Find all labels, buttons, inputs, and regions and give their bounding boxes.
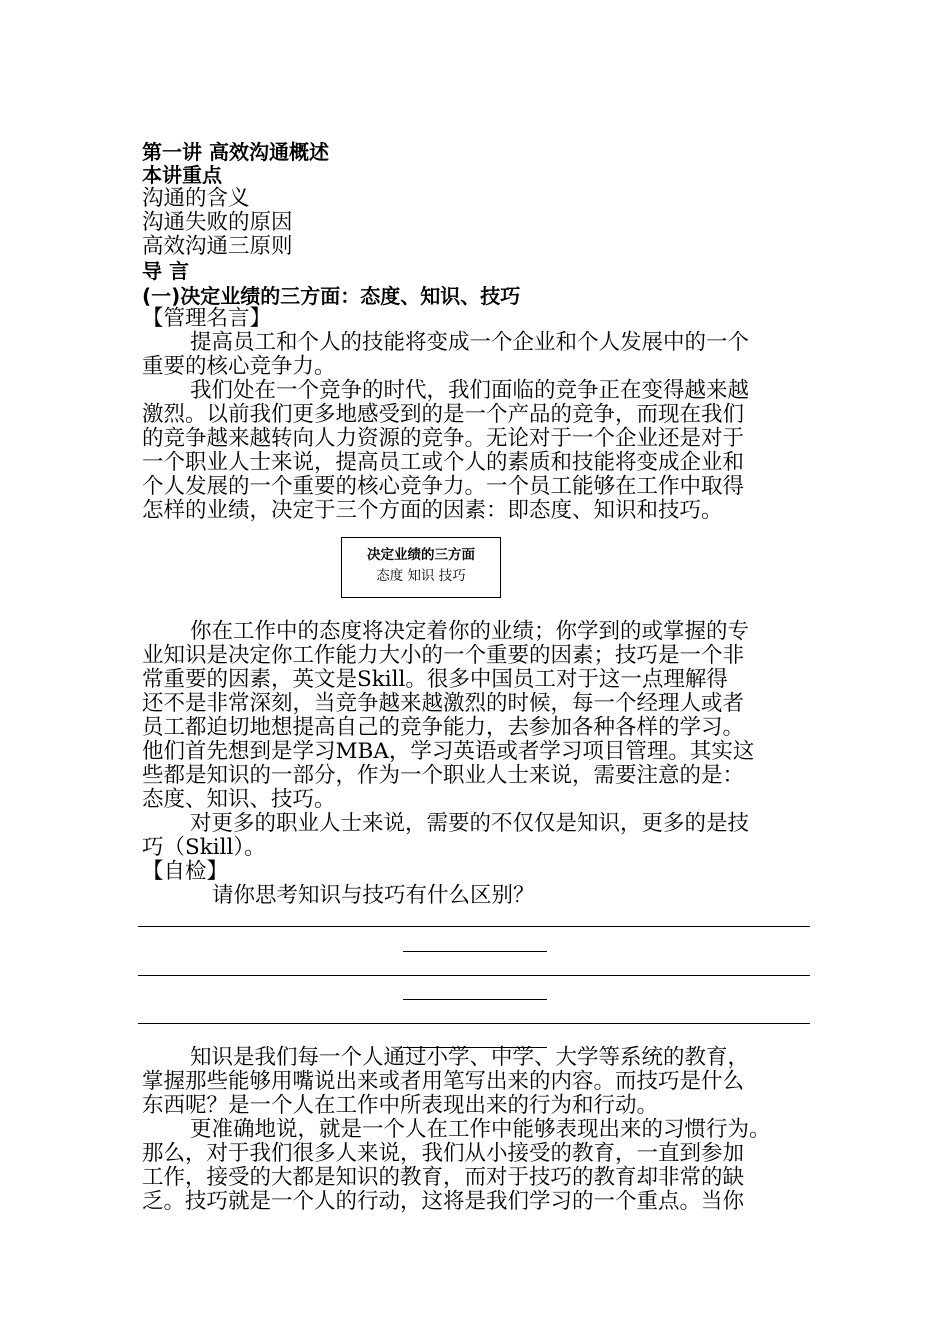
key-point-item: 高效沟通三原则 bbox=[142, 234, 293, 259]
paragraph-line: 业知识是决定你工作能力大小的一个重要的因素；技巧是一个非 bbox=[142, 643, 745, 668]
paragraph-line: 我们处在一个竞争的时代，我们面临的竞争正在变得越来越 bbox=[190, 378, 750, 403]
paragraph-line: 巧（Skill）。 bbox=[142, 835, 266, 860]
paragraph-line: 掌握那些能够用嘴说出来或者用笔写出来的内容。而技巧是什么 bbox=[142, 1069, 745, 1094]
key-point-item: 沟通失败的原因 bbox=[142, 210, 293, 235]
intro-heading: 导 言 bbox=[142, 259, 189, 283]
answer-line bbox=[138, 975, 810, 976]
section-heading: (一)决定业绩的三方面：态度、知识、技巧 bbox=[142, 284, 521, 308]
answer-line bbox=[138, 1023, 810, 1024]
paragraph-line: 他们首先想到是学习MBA，学习英语或者学习项目管理。其实这 bbox=[142, 739, 755, 764]
paragraph-line: 还不是非常深刻，当竞争越来越激烈的时候，每一个经理人或者 bbox=[142, 691, 745, 716]
paragraph-line: 态度、知识、技巧。 bbox=[142, 787, 336, 812]
paragraph-line: 更准确地说，就是一个人在工作中能够表现出来的习惯行为。 bbox=[190, 1117, 771, 1142]
paragraph-line: 激烈。以前我们更多地感受到的是一个产品的竞争，而现在我们 bbox=[142, 402, 745, 427]
answer-line bbox=[403, 951, 547, 952]
paragraph-line: 常重要的因素，英文是Skill。很多中国员工对于这一点理解得 bbox=[142, 667, 728, 692]
quote-line: 提高员工和个人的技能将变成一个企业和个人发展中的一个 bbox=[190, 330, 750, 355]
selfcheck-label: 【自检】 bbox=[142, 859, 229, 884]
paragraph-line: 员工都迫切地想提高自己的竞争能力，去参加各种各样的学习。 bbox=[142, 715, 745, 740]
paragraph-line: 东西呢？是一个人在工作中所表现出来的行为和行动。 bbox=[142, 1093, 659, 1118]
paragraph-line: 些都是知识的一部分，作为一个职业人士来说，需要注意的是： bbox=[142, 763, 745, 788]
lecture-title: 第一讲 高效沟通概述 bbox=[142, 140, 329, 164]
key-points-heading: 本讲重点 bbox=[142, 163, 222, 187]
paragraph-line: 的竞争越来越转向人力资源的竞争。无论对于一个企业还是对于 bbox=[142, 426, 745, 451]
selfcheck-question: 请你思考知识与技巧有什么区别？ bbox=[212, 883, 535, 908]
paragraph-line: 个人发展的一个重要的核心竞争力。一个员工能够在工作中取得 bbox=[142, 474, 745, 499]
quote-line: 重要的核心竞争力。 bbox=[142, 354, 336, 379]
answer-line bbox=[403, 999, 547, 1000]
answer-line bbox=[138, 926, 810, 927]
three-aspects-box bbox=[341, 537, 501, 598]
key-point-item: 沟通的含义 bbox=[142, 186, 250, 211]
box-title: 决定业绩的三方面 bbox=[367, 547, 475, 563]
paragraph-line: 一个职业人士来说，提高员工或个人的素质和技能将变成企业和 bbox=[142, 450, 745, 475]
paragraph-line: 工作，接受的大都是知识的教育，而对于技巧的教育却非常的缺 bbox=[142, 1165, 745, 1190]
paragraph-line: 怎样的业绩，决定于三个方面的因素：即态度、知识和技巧。 bbox=[142, 498, 723, 523]
paragraph-line: 知识是我们每一个人通过小学、中学、大学等系统的教育， bbox=[190, 1045, 750, 1070]
paragraph-line: 你在工作中的态度将决定着你的业绩；你学到的或掌握的专 bbox=[190, 619, 750, 644]
box-subtitle: 态度 知识 技巧 bbox=[376, 568, 466, 584]
paragraph-line: 对更多的职业人士来说，需要的不仅仅是知识，更多的是技 bbox=[190, 811, 750, 836]
quote-label: 【管理名言】 bbox=[142, 306, 272, 331]
paragraph-line: 乏。技巧就是一个人的行动，这将是我们学习的一个重点。当你 bbox=[142, 1189, 745, 1214]
paragraph-line: 那么，对于我们很多人来说，我们从小接受的教育，一直到参加 bbox=[142, 1141, 745, 1166]
